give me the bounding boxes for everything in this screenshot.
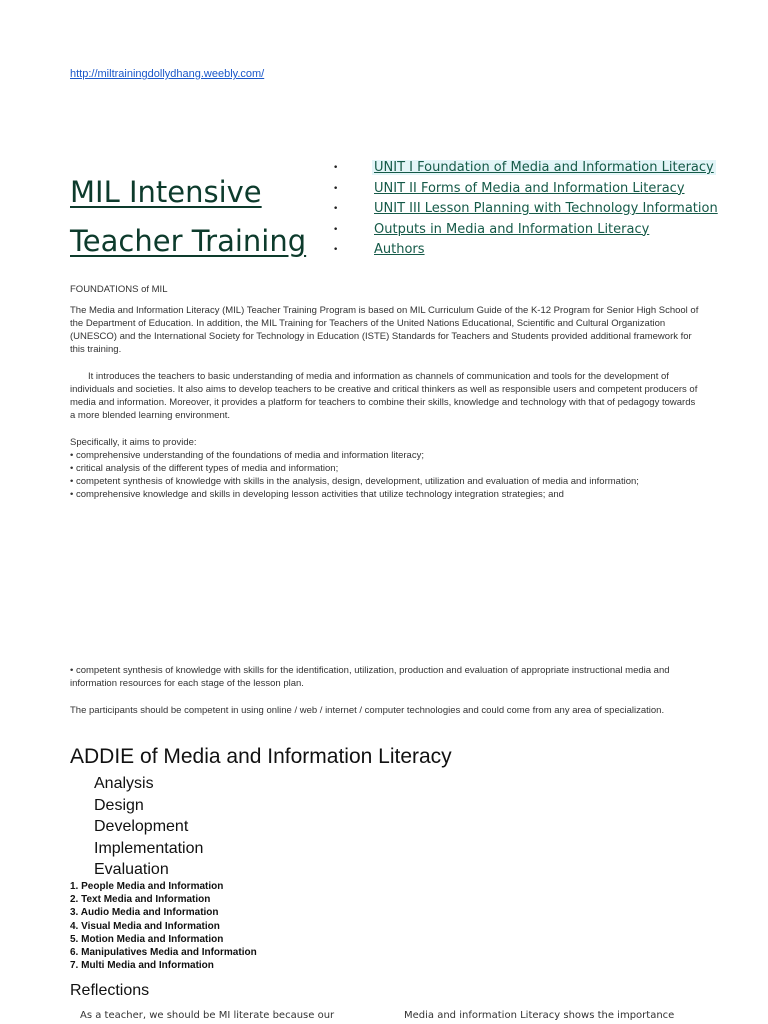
- phase-design: Design: [94, 796, 144, 814]
- page-title[interactable]: [70, 168, 306, 266]
- outputs-link[interactable]: Outputs in Media and Information Literacy: [374, 221, 650, 237]
- foundations-heading: FOUNDATIONS of MIL: [70, 284, 168, 295]
- aims-list: [70, 449, 700, 501]
- aim-item-last: • competent synthesis of knowledge with skills for the identification, utilization, production and evaluation of appropriate instructional media and information resources for each stage of the lesson plan.: [70, 665, 670, 689]
- phase-evaluation: Evaluation: [94, 861, 169, 879]
- bullet: •: [333, 163, 339, 173]
- foundations-paragraph-1: The Media and Information Literacy (MIL) Teacher Training Program is based on MIL Curriculum Guide of the K-12 Program for Senior High School of the Department of Education. In addition, the MIL Training for Teachers of the United Nations Educational, Scientific and Cultural Organization (UNESCO) and the International Society for Technology in Education (ISTE) Standards for Teachers and Students provided additional framework for this training.: [70, 305, 699, 355]
- addie-phase-list: [94, 773, 203, 881]
- media-types-list: [70, 880, 257, 972]
- unit-1-link[interactable]: UNIT I Foundation of Media and Information Literacy: [374, 160, 714, 175]
- bullet: •: [333, 183, 339, 194]
- nav-item-outputs: [333, 220, 720, 241]
- media-type-item: 2. Text Media and Information: [70, 894, 211, 906]
- participants-paragraph: The participants should be competent in using online / web / internet / computer technologies and could come from any area of specialization.: [70, 705, 665, 716]
- media-type-item: 7. Multi Media and Information: [70, 960, 214, 972]
- media-type-item: 6. Manipulatives Media and Information: [70, 947, 257, 959]
- media-type-item: 4. Visual Media and Information: [70, 920, 220, 932]
- unit-3-link[interactable]: UNIT III Lesson Planning with Technology Information: [374, 201, 718, 216]
- nav-item-unit-1: [333, 158, 720, 179]
- aim-item: • comprehensive understanding of the foundations of media and information literacy;: [70, 450, 424, 461]
- aims-intro: Specifically, it aims to provide:: [70, 437, 197, 448]
- media-type-item: 1. People Media and Information: [70, 881, 224, 892]
- aim-item: • competent synthesis of knowledge with skills in the analysis, design, development, utilization and evaluation of media and information;: [70, 476, 639, 487]
- reflection-column-1: As a teacher, we should be MI literate because our: [80, 1010, 335, 1021]
- bullet: •: [333, 245, 339, 255]
- media-type-item: 3. Audio Media and Information: [70, 907, 219, 919]
- unit-2-link[interactable]: UNIT II Forms of Media and Information Literacy: [374, 180, 685, 196]
- title-line-2[interactable]: Teacher Training: [70, 224, 307, 258]
- addie-heading: ADDIE of Media and Information Literacy: [70, 745, 452, 768]
- reflections-heading: Reflections: [70, 982, 150, 999]
- foundations-paragraph-2: It introduces the teachers to basic understanding of media and information as channels of communication and tools for the development of individuals and societies. It also aims to develop teachers to be creative and critical thinkers as well as responsible users and competent producers of media and information. Moreover, it provides a platform for teachers to combine their skills, knowledge and technology with that of pedagogy towards a more blended learning environment.: [70, 371, 698, 421]
- bullet: •: [333, 224, 339, 235]
- bullet: •: [333, 204, 339, 214]
- authors-link[interactable]: Authors: [374, 242, 425, 257]
- title-line-1[interactable]: MIL Intensive: [70, 175, 262, 209]
- aim-item: • critical analysis of the different types of media and information;: [70, 463, 339, 474]
- nav-item-unit-3: [333, 199, 720, 220]
- phase-analysis: Analysis: [94, 775, 154, 792]
- phase-development: Development: [94, 818, 189, 836]
- unit-nav-list: [333, 158, 720, 261]
- nav-item-unit-2: [333, 179, 720, 200]
- media-type-item: 5. Motion Media and Information: [70, 933, 224, 945]
- reflection-column-2: Media and information Literacy shows the importance: [404, 1010, 675, 1021]
- phase-implementation: Implementation: [94, 839, 204, 857]
- aim-item: • comprehensive knowledge and skills in developing lesson activities that utilize technology integration strategies; and: [70, 489, 564, 500]
- site-url-link[interactable]: http://miltrainingdollydhang.weebly.com/: [70, 68, 265, 80]
- nav-item-authors: [333, 240, 720, 261]
